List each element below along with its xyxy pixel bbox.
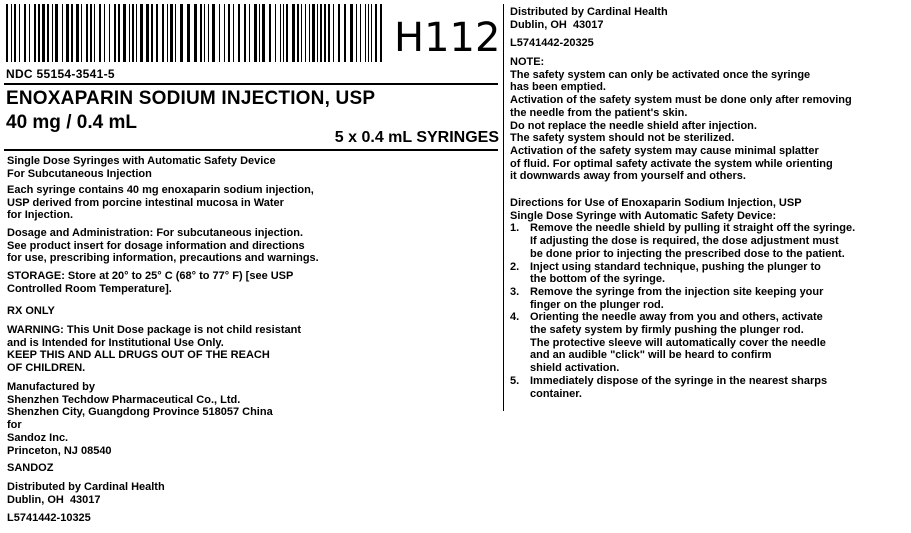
text-line: be done prior to injecting the prescribed dose to the patient. bbox=[530, 247, 845, 260]
text-line: Distributed by Cardinal Health bbox=[7, 481, 165, 493]
step-item bbox=[510, 286, 855, 311]
rx-only: RX ONLY bbox=[7, 305, 55, 317]
text-line: Orienting the needle away from you and others, activate bbox=[530, 311, 823, 324]
text-line: Inject using standard technique, pushing the plunger to bbox=[530, 260, 821, 273]
text-line: of fluid. For optimal safety activate the system while orienting bbox=[510, 157, 833, 170]
text-line: Dosage and Administration: For subcutaneous injection. bbox=[7, 227, 304, 239]
storage-block bbox=[7, 270, 293, 295]
text-line: Dublin, OH 43017 bbox=[7, 493, 101, 506]
right-lot-code: L5741442-20325 bbox=[510, 37, 594, 49]
step-item bbox=[510, 222, 855, 260]
warning-block bbox=[7, 324, 301, 375]
text-line: and is Intended for Institutional Use Only. bbox=[7, 336, 224, 349]
text-line: for use, prescribing information, precautions and warnings. bbox=[7, 252, 319, 265]
step-number: 4. bbox=[510, 311, 520, 324]
dosage-block bbox=[7, 227, 319, 265]
code-mark: H112 bbox=[394, 15, 501, 61]
step-number: 2. bbox=[510, 260, 520, 273]
text-line: If adjusting the dose is required, the dose adjustment must bbox=[530, 235, 839, 248]
text-line: Each syringe contains 40 mg enoxaparin sodium injection, bbox=[7, 184, 314, 196]
text-line: Manufactured by bbox=[7, 381, 96, 393]
directions-steps bbox=[510, 222, 855, 400]
text-line: STORAGE: Store at 20° to 25° C (68° to 77° F) [see USP bbox=[7, 270, 294, 282]
step-item bbox=[510, 375, 855, 400]
text-line: KEEP THIS AND ALL DRUGS OUT OF THE REACH bbox=[7, 349, 270, 362]
text-line: Directions for Use of Enoxaparin Sodium Injection, USP bbox=[510, 197, 802, 209]
column-divider bbox=[503, 4, 504, 411]
package-size: 5 x 0.4 mL SYRINGES bbox=[334, 129, 499, 146]
text-line: Do not replace the needle shield after injection. bbox=[510, 119, 757, 132]
text-line: OF CHILDREN. bbox=[7, 362, 86, 375]
text-line: for bbox=[7, 419, 22, 432]
text-line: Dublin, OH 43017 bbox=[510, 18, 604, 31]
note-title: NOTE: bbox=[510, 56, 545, 68]
text-line: Distributed by Cardinal Health bbox=[510, 6, 668, 18]
text-line: Sandoz Inc. bbox=[7, 431, 69, 444]
text-line: The safety system can only be activated once the syringe bbox=[510, 68, 811, 81]
step-number: 1. bbox=[510, 222, 520, 235]
step-item bbox=[510, 311, 855, 375]
text-line: Activation of the safety system may cause minimal splatter bbox=[510, 144, 819, 157]
text-line: for Injection. bbox=[7, 209, 73, 222]
text-line: container. bbox=[530, 387, 582, 400]
text-line: Activation of the safety system must be done only after removing bbox=[510, 94, 852, 107]
text-line: Immediately dispose of the syringe in the nearest sharps bbox=[530, 374, 828, 387]
text-line: See product insert for dosage information and directions bbox=[7, 239, 305, 252]
distributor-block bbox=[7, 481, 165, 506]
text-line: and an audible "click" will be heard to confirm bbox=[530, 349, 772, 362]
sandoz-name: SANDOZ bbox=[7, 462, 54, 474]
text-line: the needle from the patient's skin. bbox=[510, 106, 688, 119]
single-dose-block bbox=[7, 155, 276, 180]
text-line: Shenzhen Techdow Pharmaceutical Co., Ltd. bbox=[7, 393, 241, 406]
step-item bbox=[510, 261, 855, 286]
lot-code: L5741442-10325 bbox=[7, 512, 91, 524]
text-line: the bottom of the syringe. bbox=[530, 273, 666, 286]
manufacturer-block bbox=[7, 381, 273, 457]
text-line: the safety system by firmly pushing the plunger rod. bbox=[530, 324, 804, 337]
text-line: Single Dose Syringes with Automatic Safety Device bbox=[7, 155, 276, 167]
text-line: Princeton, NJ 08540 bbox=[7, 444, 112, 457]
text-line: Remove the syringe from the injection site keeping your bbox=[530, 285, 824, 298]
text-line: has been emptied. bbox=[510, 81, 606, 94]
each-syringe-block bbox=[7, 184, 314, 222]
note-block bbox=[510, 56, 852, 183]
text-line: For Subcutaneous Injection bbox=[7, 167, 152, 180]
text-line: it downwards away from yourself and others. bbox=[510, 170, 746, 183]
text-line: Shenzhen City, Guangdong Province 518057 China bbox=[7, 406, 273, 419]
text-line: Single Dose Syringe with Automatic Safety Device: bbox=[510, 209, 777, 222]
barcode bbox=[6, 4, 386, 62]
right-distributor-block bbox=[510, 6, 668, 31]
text-line: finger on the plunger rod. bbox=[530, 298, 664, 311]
divider-rule bbox=[4, 149, 498, 151]
divider-rule bbox=[4, 83, 498, 85]
text-line: The safety system should not be sterilized. bbox=[510, 132, 735, 145]
product-strength: 40 mg / 0.4 mL bbox=[6, 112, 137, 133]
ndc-number: NDC 55154-3541-5 bbox=[6, 67, 115, 81]
text-line: WARNING: This Unit Dose package is not child resistant bbox=[7, 324, 301, 336]
text-line: USP derived from porcine intestinal mucosa in Water bbox=[7, 196, 284, 209]
step-number: 5. bbox=[510, 374, 520, 387]
step-number: 3. bbox=[510, 285, 520, 298]
text-line: Remove the needle shield by pulling it straight off the syringe. bbox=[530, 222, 856, 235]
text-line: Controlled Room Temperature]. bbox=[7, 282, 172, 295]
text-line: shield activation. bbox=[530, 362, 620, 375]
text-line: The protective sleeve will automatically cover the needle bbox=[530, 336, 826, 349]
product-name: ENOXAPARIN SODIUM INJECTION, USP bbox=[6, 88, 376, 109]
directions-block bbox=[510, 197, 855, 400]
